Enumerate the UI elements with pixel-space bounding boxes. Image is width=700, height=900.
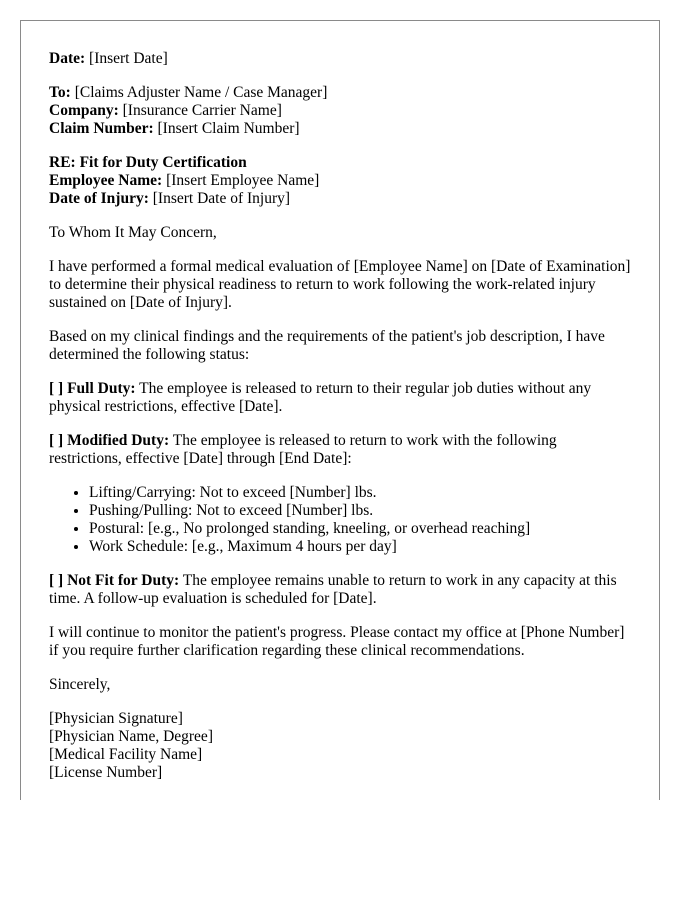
salutation: To Whom It May Concern,	[49, 224, 217, 241]
company-line	[49, 102, 631, 120]
date-of-injury-line	[49, 190, 631, 208]
findings-paragraph: Based on my clinical findings and the requirements of the patient's job description, I have determined the following status:	[49, 328, 605, 363]
restriction-item-pushing: • Pushing/Pulling: Not to exceed [Number] lbs.	[89, 502, 631, 520]
signature-block	[49, 710, 631, 782]
employee-name-label: Employee Name:	[49, 172, 163, 189]
facility-line: [Medical Facility Name]	[49, 746, 203, 763]
employee-name-value: [Insert Employee Name]	[166, 172, 320, 189]
signature-line: [Physician Signature]	[49, 710, 183, 727]
modified-duty-label: [ ] Modified Duty:	[49, 432, 170, 449]
re-subject: RE: Fit for Duty Certification	[49, 154, 247, 171]
to-line	[49, 84, 631, 102]
date-line	[49, 50, 631, 68]
not-fit-option	[49, 572, 631, 608]
letter-page	[20, 20, 660, 800]
closing-paragraph: I will continue to monitor the patient's progress. Please contact my office at [Phone Number] if you require further clarification regarding these clinical recommendations.	[49, 624, 625, 659]
subject-block	[49, 154, 631, 208]
restriction-item-postural: • Postural: [e.g., No prolonged standing, kneeling, or overhead reaching]	[89, 520, 631, 538]
closing-salutation: Sincerely,	[49, 676, 111, 693]
modified-duty-option	[49, 432, 631, 468]
claim-number-label: Claim Number:	[49, 120, 154, 137]
to-value: [Claims Adjuster Name / Case Manager]	[74, 84, 328, 101]
claim-number-line	[49, 120, 631, 138]
modified-duty-text: The employee is released to return to work with the following restrictions, effective [Date] through [End Date]:	[49, 432, 557, 467]
company-value: [Insurance Carrier Name]	[122, 102, 282, 119]
not-fit-label: [ ] Not Fit for Duty:	[49, 572, 180, 589]
claim-number-value: [Insert Claim Number]	[157, 120, 300, 137]
physician-name-line: [Physician Name, Degree]	[49, 728, 213, 745]
company-label: Company:	[49, 102, 119, 119]
date-label: Date:	[49, 50, 86, 67]
to-label: To:	[49, 84, 71, 101]
full-duty-option	[49, 380, 631, 416]
date-of-injury-label: Date of Injury:	[49, 190, 149, 207]
recipient-block	[49, 84, 631, 138]
re-line	[49, 154, 631, 172]
restriction-item-lifting: • Lifting/Carrying: Not to exceed [Number] lbs.	[89, 484, 631, 502]
license-line: [License Number]	[49, 764, 163, 781]
date-of-injury-value: [Insert Date of Injury]	[152, 190, 291, 207]
date-value: [Insert Date]	[89, 50, 168, 67]
full-duty-label: [ ] Full Duty:	[49, 380, 136, 397]
intro-paragraph: I have performed a formal medical evaluation of [Employee Name] on [Date of Examination] to determine their physical readiness to return to work following the work-related injury sustained on [Date of Injury].	[49, 258, 631, 311]
not-fit-text: The employee remains unable to return to work in any capacity at this time. A follow-up evaluation is scheduled for [Date].	[49, 572, 617, 607]
full-duty-text: The employee is released to return to their regular job duties without any physical restrictions, effective [Date].	[49, 380, 592, 415]
restriction-item-schedule: • Work Schedule: [e.g., Maximum 4 hours per day]	[89, 538, 631, 556]
employee-name-line	[49, 172, 631, 190]
restrictions-list	[49, 484, 631, 556]
